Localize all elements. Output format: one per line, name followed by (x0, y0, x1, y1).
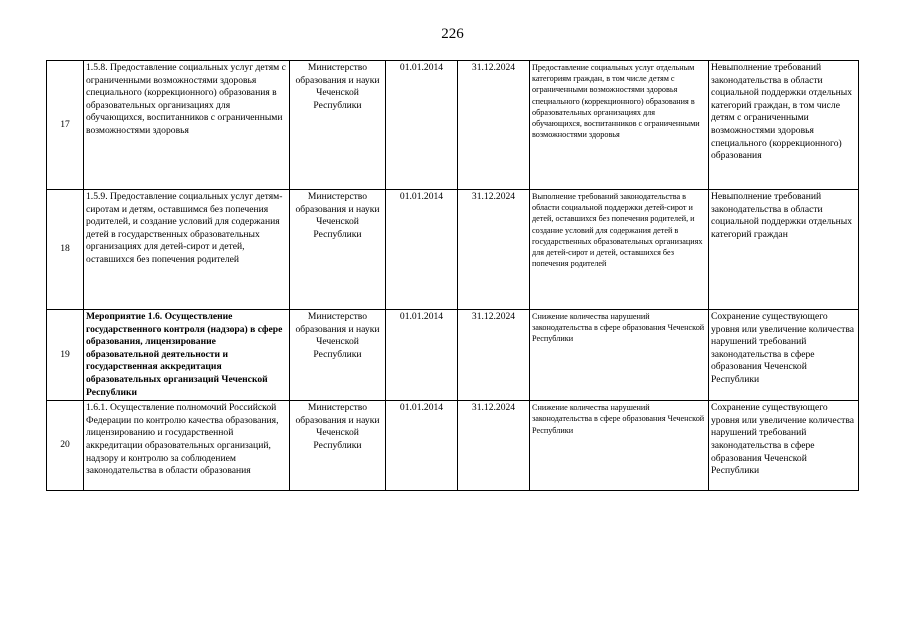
result-cell: Выполнение требований законодательства в области социальной поддержки детей-сирот и детей, оставшихся без попечения родителей, и создание условий для содержания детей в государственных образовательных организациях для детей-сирот и детей, оставшихся без попечения родителей (530, 190, 709, 310)
executor-cell: Министерство образования и науки Чеченской Республики (290, 190, 386, 310)
row-number: 20 (47, 401, 84, 491)
page-number: 226 (441, 26, 464, 42)
result-cell: Предоставление социальных услуг отдельным категориям граждан, в том числе детям с ограниченными возможностями здоровья специального (коррекционного) образования в образовательных организациях для обучающихся, воспитанников с ограниченными возможностями здоровья (530, 61, 709, 190)
table-row (47, 310, 859, 401)
end-date-cell: 31.12.2024 (458, 401, 530, 491)
executor-cell: Министерство образования и науки Чеченской Республики (290, 61, 386, 190)
activity-cell: 1.6.1. Осуществление полномочий Российской Федерации по контролю качества образования, лицензированию и государственной аккредитации образовательных организаций, надзору и контролю за соблюдением законодательства в области образования (84, 401, 290, 491)
result-cell: Снижение количества нарушений законодательства в сфере образования Чеченской Республики (530, 401, 709, 491)
consequence-cell: Сохранение существующего уровня или увеличение количества нарушений требований законодательства в сфере образования Чеченской Республики (709, 310, 859, 401)
consequence-cell: Сохранение существующего уровня или увеличение количества нарушений требований законодательства в сфере образования Чеченской Республики (709, 401, 859, 491)
result-cell: Снижение количества нарушений законодательства в сфере образования Чеченской Республики (530, 310, 709, 401)
table-row (47, 401, 859, 491)
start-date-cell: 01.01.2014 (386, 61, 458, 190)
activity-cell: Мероприятие 1.6. Осуществление государственного контроля (надзора) в сфере образования, лицензирование образовательной деятельности и государственная аккредитация образовательных организаций Чеченской Республики (84, 310, 290, 401)
end-date-cell: 31.12.2024 (458, 310, 530, 401)
table-row (47, 190, 859, 310)
row-number: 18 (47, 190, 84, 310)
executor-cell: Министерство образования и науки Чеченской Республики (290, 401, 386, 491)
row-number: 19 (47, 310, 84, 401)
start-date-cell: 01.01.2014 (386, 310, 458, 401)
consequence-cell: Невыполнение требований законодательства в области социальной поддержки отдельных категорий граждан (709, 190, 859, 310)
row-number: 17 (47, 61, 84, 190)
end-date-cell: 31.12.2024 (458, 190, 530, 310)
end-date-cell: 31.12.2024 (458, 61, 530, 190)
consequence-cell: Невыполнение требований законодательства в области социальной поддержки отдельных категорий граждан, в том числе детям с ограниченными возможностями здоровья специального (коррекционного) образования (709, 61, 859, 190)
activities-table (46, 60, 859, 491)
start-date-cell: 01.01.2014 (386, 401, 458, 491)
executor-cell: Министерство образования и науки Чеченской Республики (290, 310, 386, 401)
activity-cell: 1.5.8. Предоставление социальных услуг детям с ограниченными возможностями здоровья специального (коррекционного) образования в образовательных организациях для обучающихся, воспитанников с ограниченными возможностями здоровья (84, 61, 290, 190)
table-row (47, 61, 859, 190)
start-date-cell: 01.01.2014 (386, 190, 458, 310)
activity-cell: 1.5.9. Предоставление социальных услуг детям-сиротам и детям, оставшимся без попечения родителей, и создание условий для содержания детей в государственных образовательных организациях для детей-сирот и детей, оставшихся без попечения родителей (84, 190, 290, 310)
